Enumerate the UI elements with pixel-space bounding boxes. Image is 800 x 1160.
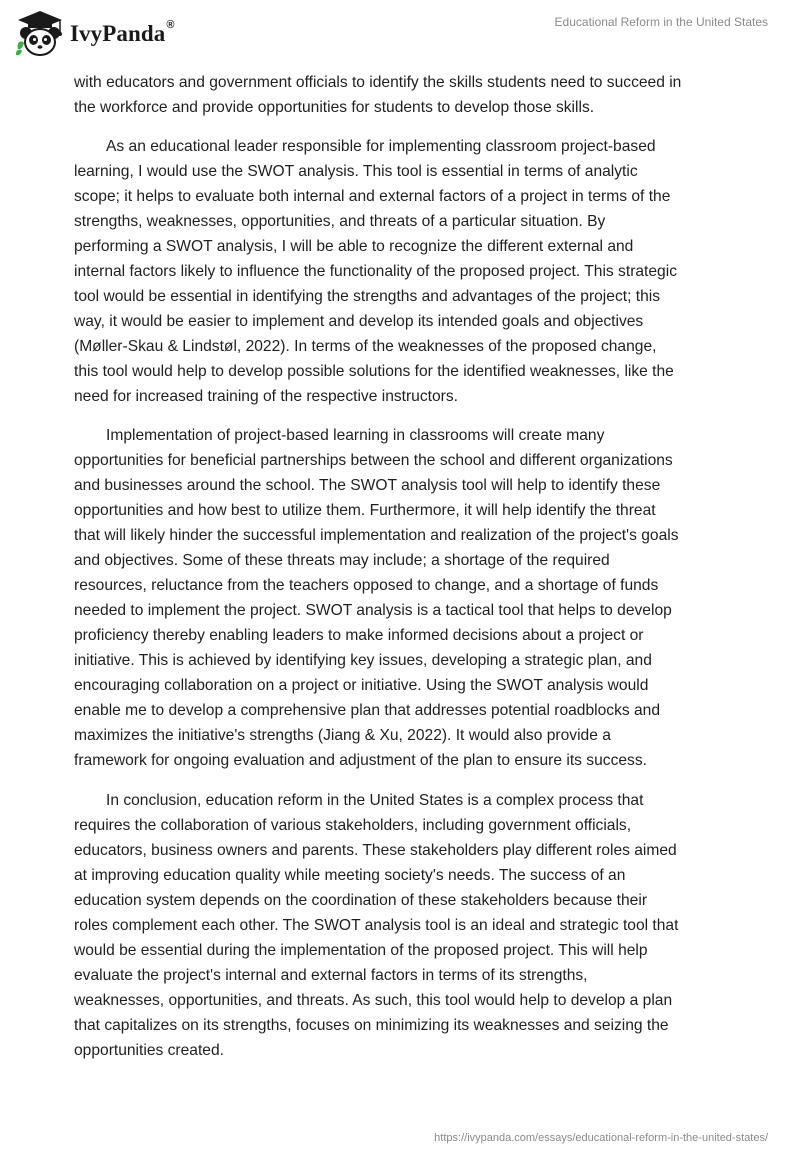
essay-body xyxy=(74,70,754,1077)
page-header xyxy=(0,0,800,70)
document-title: Educational Reform in the United States xyxy=(554,15,768,29)
paragraph-3: Implementation of project-based learning in classrooms will create many opportunities for beneficial partnerships between the school and different organizations and businesses around the school. The SWOT analysis tool will help to identify these opportunities and how best to utilize them. Furthermore, it will help identify the threat that will likely hinder the successful implementation and realization of the project's goals and objectives. Some of these threats may include; a shortage of the required resources, reluctance from the teachers opposed to change, and a shortage of funds needed to implement the project. SWOT analysis is a tactical tool that helps to develop proficiency thereby enabling leaders to make informed decisions about a project or initiative. This is achieved by identifying key issues, developing a strategic plan, and encouraging collaboration on a project or initiative. Using the SWOT analysis would enable me to develop a comprehensive plan that addresses potential roadblocks and maximizes the initiative's strengths (Jiang & Xu, 2022). It would also provide a framework for ongoing evaluation and adjustment of the plan to ensure its success. xyxy=(74,427,679,770)
brand-logo-link[interactable] xyxy=(14,9,175,59)
paragraph-1: with educators and government officials to identify the skills students need to succeed in the workforce and provide opportunities for students to develop those skills. xyxy=(74,74,682,116)
brand-name xyxy=(70,21,175,47)
brand-name-text: IvyPanda xyxy=(70,21,166,46)
panda-graduate-icon xyxy=(14,9,66,59)
registered-mark: ® xyxy=(166,19,175,31)
paragraph-4: In conclusion, education reform in the United States is a complex process that requires the collaboration of various stakeholders, including government officials, educators, business owners and parents. These stakeholders play different roles aimed at improving education quality while meeting society's needs. The success of an education system depends on the coordination of these stakeholders because their roles complement each other. The SWOT analysis tool is an ideal and strategic tool that would be essential during the implementation of the proposed project. This will help evaluate the project's internal and external factors in terms of its strengths, weaknesses, opportunities, and threats. As such, this tool would help to develop a plan that capitalizes on its strengths, focuses on minimizing its weaknesses and seizing the opportunities created. xyxy=(74,791,679,1059)
paragraph-2: As an educational leader responsible for implementing classroom project-based learning, I would use the SWOT analysis. This tool is essential in terms of analytic scope; it helps to evaluate both internal and external factors of a project in terms of the strengths, weaknesses, opportunities, and threats of a particular situation. By performing a SWOT analysis, I will be able to recognize the different external and internal factors likely to influence the functionality of the proposed project. This strategic tool would be essential in identifying the strengths and advantages of the project; this way, it would be easier to implement and develop its intended goals and objectives (Møller-Skau & Lindstøl, 2022). In terms of the weaknesses of the proposed change, this tool would help to develop possible solutions for the identified weaknesses, like the need for increased training of the respective instructors. xyxy=(74,138,677,406)
source-url-link[interactable]: https://ivypanda.com/essays/educational-reform-in-the-united-states/ xyxy=(434,1132,768,1144)
